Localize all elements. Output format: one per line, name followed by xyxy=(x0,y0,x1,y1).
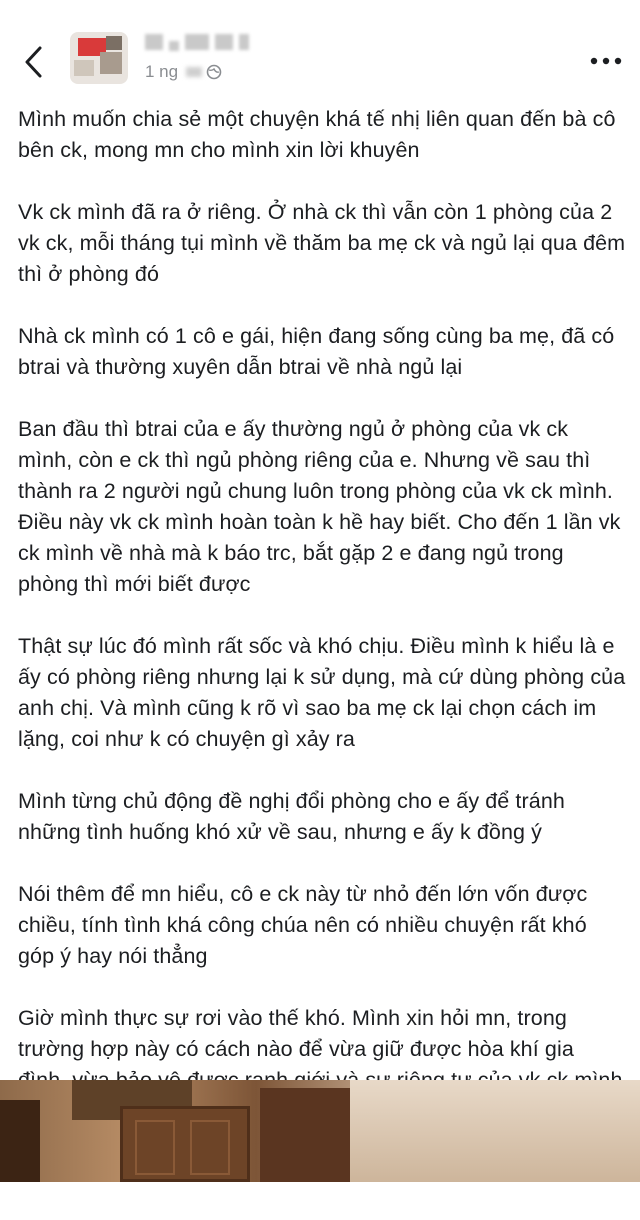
more-options-button[interactable] xyxy=(586,46,626,76)
post-paragraph: Thật sự lúc đó mình rất sốc và khó chịu. Điều mình k hiểu là e ấy có phòng riêng nhưng lại k sử dụng, mà cứ dùng phòng của anh chị. Và mình cũng k rõ vì sao ba mẹ ck lại chọn cách im lặng, coi như k có chuyện gì xảy ra xyxy=(18,634,626,751)
post-header xyxy=(0,0,640,100)
post-paragraph: Giờ mình thực sự rơi vào thế khó. Mình xin hỏi mn, trong trường hợp này có cách nào để vừa giữ được hòa khí gia xyxy=(18,1006,574,1061)
avatar[interactable] xyxy=(70,32,128,84)
back-button[interactable] xyxy=(16,40,52,84)
post-photo[interactable] xyxy=(0,1080,640,1182)
post-meta xyxy=(145,60,222,84)
post-body xyxy=(18,104,628,1220)
post-paragraph: Mình từng chủ động đề nghị đổi phòng cho e ấy để tránh những tình huống khó xử về sau, nhưng e ấy k đồng ý xyxy=(18,789,565,844)
post-paragraph: Ban đầu thì btrai của e ấy thường ngủ ở phòng của vk ck mình, còn e ck thì ngủ phòng riêng của e. Nhưng về sau thì thành ra 2 người ngủ chung luôn trong phòng của vk ck mình. Điều này vk ck mình hoàn toàn k hề hay biết. Cho đến 1 lần vk ck mình về nhà mà k báo trc, bắt gặp 2 e đang ngủ trong phòng thì mới biết được xyxy=(18,417,621,596)
author-name-redacted[interactable] xyxy=(145,30,280,54)
chevron-left-icon xyxy=(23,45,45,79)
more-horizontal-icon xyxy=(590,57,622,65)
post-paragraph: Mình muốn chia sẻ một chuyện khá tế nhị liên quan đến bà cô bên ck, mong mn cho mình xin lời khuyên xyxy=(18,107,616,162)
post-paragraph: Vk ck mình đã ra ở riêng. Ở nhà ck thì vẫn còn 1 phòng của 2 vk ck, mỗi tháng tụi mình về thăm ba mẹ ck và ngủ lại qua đêm thì ở phòng đó xyxy=(18,200,626,286)
post-paragraph: Nói thêm để mn hiểu, cô e ck này từ nhỏ đến lớn vốn được chiều, tính tình khá công chúa nên có nhiều chuyện rất khó góp ý hay nói thẳng xyxy=(18,882,588,968)
post-paragraph: Nhà ck mình có 1 cô e gái, hiện đang sống cùng ba mẹ, đã có btrai và thường xuyên dẫn btrai về nhà ngủ lại xyxy=(18,324,615,379)
meta-redacted xyxy=(186,67,202,77)
post-time: 1 ng xyxy=(145,62,179,81)
globe-icon xyxy=(206,64,222,80)
